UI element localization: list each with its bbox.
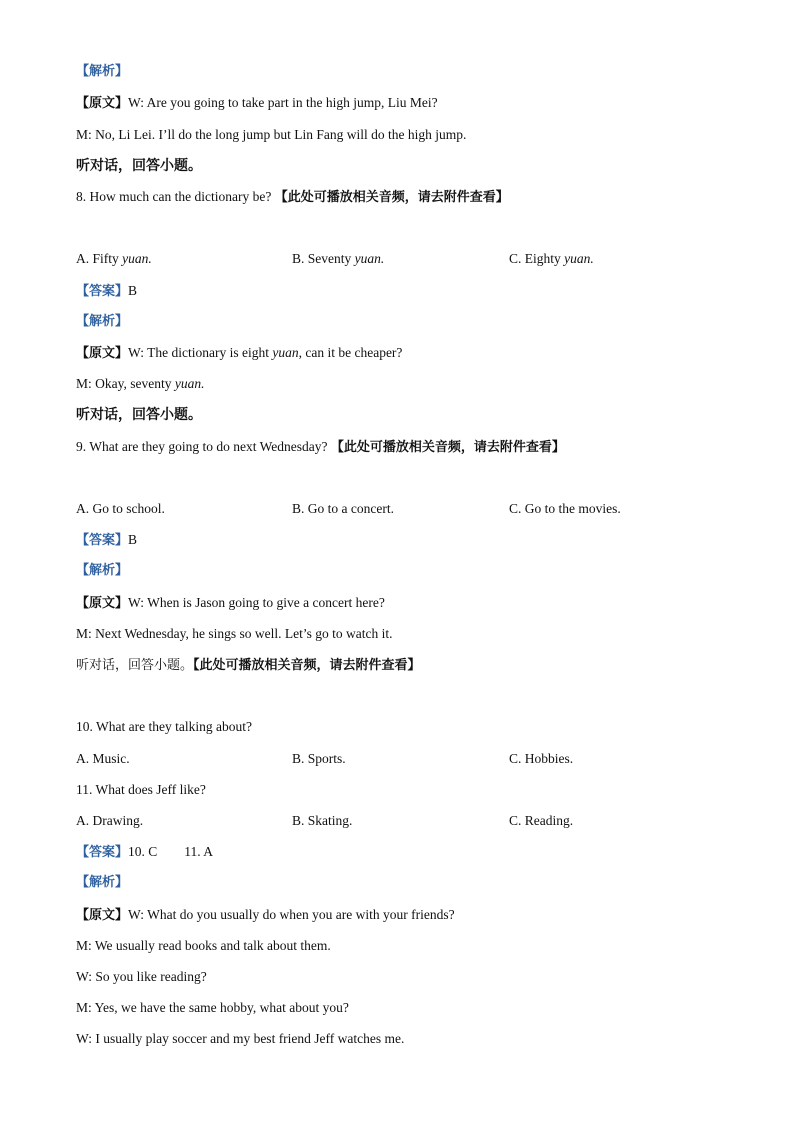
option-a: A. Drawing.	[76, 813, 144, 828]
transcript-tag: 【原文】	[76, 346, 129, 361]
transcript-line: M: No, Li Lei. I’ll do the long jump but Lin Fang will do the high jump.	[76, 127, 467, 142]
answer-line	[76, 282, 137, 301]
transcript-line: 【原文】W: When is Jason going to give a concert here?	[76, 595, 385, 611]
section-heading: 听对话，回答小题。	[76, 158, 202, 174]
audio-note: 【此处可播放相关音频，请去附件查看】	[193, 658, 421, 673]
audio-note: 【此处可播放相关音频，请去附件查看】	[274, 190, 509, 205]
analysis-label: 【解析】	[76, 64, 129, 79]
option-b: B. Go to a concert.	[292, 501, 394, 516]
audio-note: 【此处可播放相关音频，请去附件查看】	[330, 440, 565, 455]
transcript-line: W: So you like reading?	[76, 969, 207, 984]
analysis-label: 【解析】	[76, 314, 129, 329]
answer-value: B	[128, 283, 138, 298]
transcript-text: W: Are you going to take part in the high jump, Liu Mei?	[128, 95, 438, 110]
transcript-line: M: Next Wednesday, he sings so well. Let’s go to watch it.	[76, 626, 393, 641]
option-a: A. Music.	[76, 751, 130, 766]
transcript-line: 【原文】W: The dictionary is eight yuan, can it be cheaper?	[76, 345, 403, 361]
question-10: 10. What are they talking about?	[76, 719, 252, 734]
answer-tag: 【答案】	[76, 845, 129, 860]
option-b: B. Sports.	[292, 751, 346, 766]
transcript-line: 【原文】W: What do you usually do when you are with your friends?	[76, 907, 455, 923]
transcript-line: W: I usually play soccer and my best friend Jeff watches me.	[76, 1031, 405, 1046]
answer-value: B	[128, 532, 138, 547]
analysis-label: 【解析】	[76, 875, 129, 890]
transcript-tag: 【原文】	[76, 96, 129, 111]
section-heading: 听对话，回答小题。【此处可播放相关音频，请去附件查看】	[76, 658, 421, 673]
option-b: B. Seventy yuan.	[292, 251, 385, 266]
answer-tag: 【答案】	[76, 284, 129, 299]
transcript-line	[76, 94, 438, 113]
answer-line	[76, 843, 213, 862]
answer-value: 10. C 11. A	[128, 844, 214, 859]
answer-line	[76, 531, 137, 550]
section-heading: 听对话，回答小题。	[76, 407, 202, 423]
option-a: A. Go to school.	[76, 501, 165, 516]
option-b: B. Skating.	[292, 813, 353, 828]
option-c: C. Eighty yuan.	[509, 251, 594, 266]
question-text: 9. What are they going to do next Wednesday?	[76, 439, 328, 454]
option-a: A. Fifty yuan.	[76, 251, 152, 266]
option-c: C. Reading.	[509, 813, 574, 828]
transcript-tag: 【原文】	[76, 908, 129, 923]
transcript-line: M: We usually read books and talk about them.	[76, 938, 331, 953]
question-8	[76, 188, 509, 207]
transcript-tag: 【原文】	[76, 596, 129, 611]
analysis-label: 【解析】	[76, 563, 129, 578]
transcript-line: M: Yes, we have the same hobby, what about you?	[76, 1000, 349, 1015]
question-9	[76, 438, 565, 457]
option-c: C. Hobbies.	[509, 751, 574, 766]
option-c: C. Go to the movies.	[509, 501, 621, 516]
answer-tag: 【答案】	[76, 533, 129, 548]
transcript-line: M: Okay, seventy yuan.	[76, 376, 205, 391]
question-text: 8. How much can the dictionary be?	[76, 189, 272, 204]
question-11: 11. What does Jeff like?	[76, 782, 206, 797]
